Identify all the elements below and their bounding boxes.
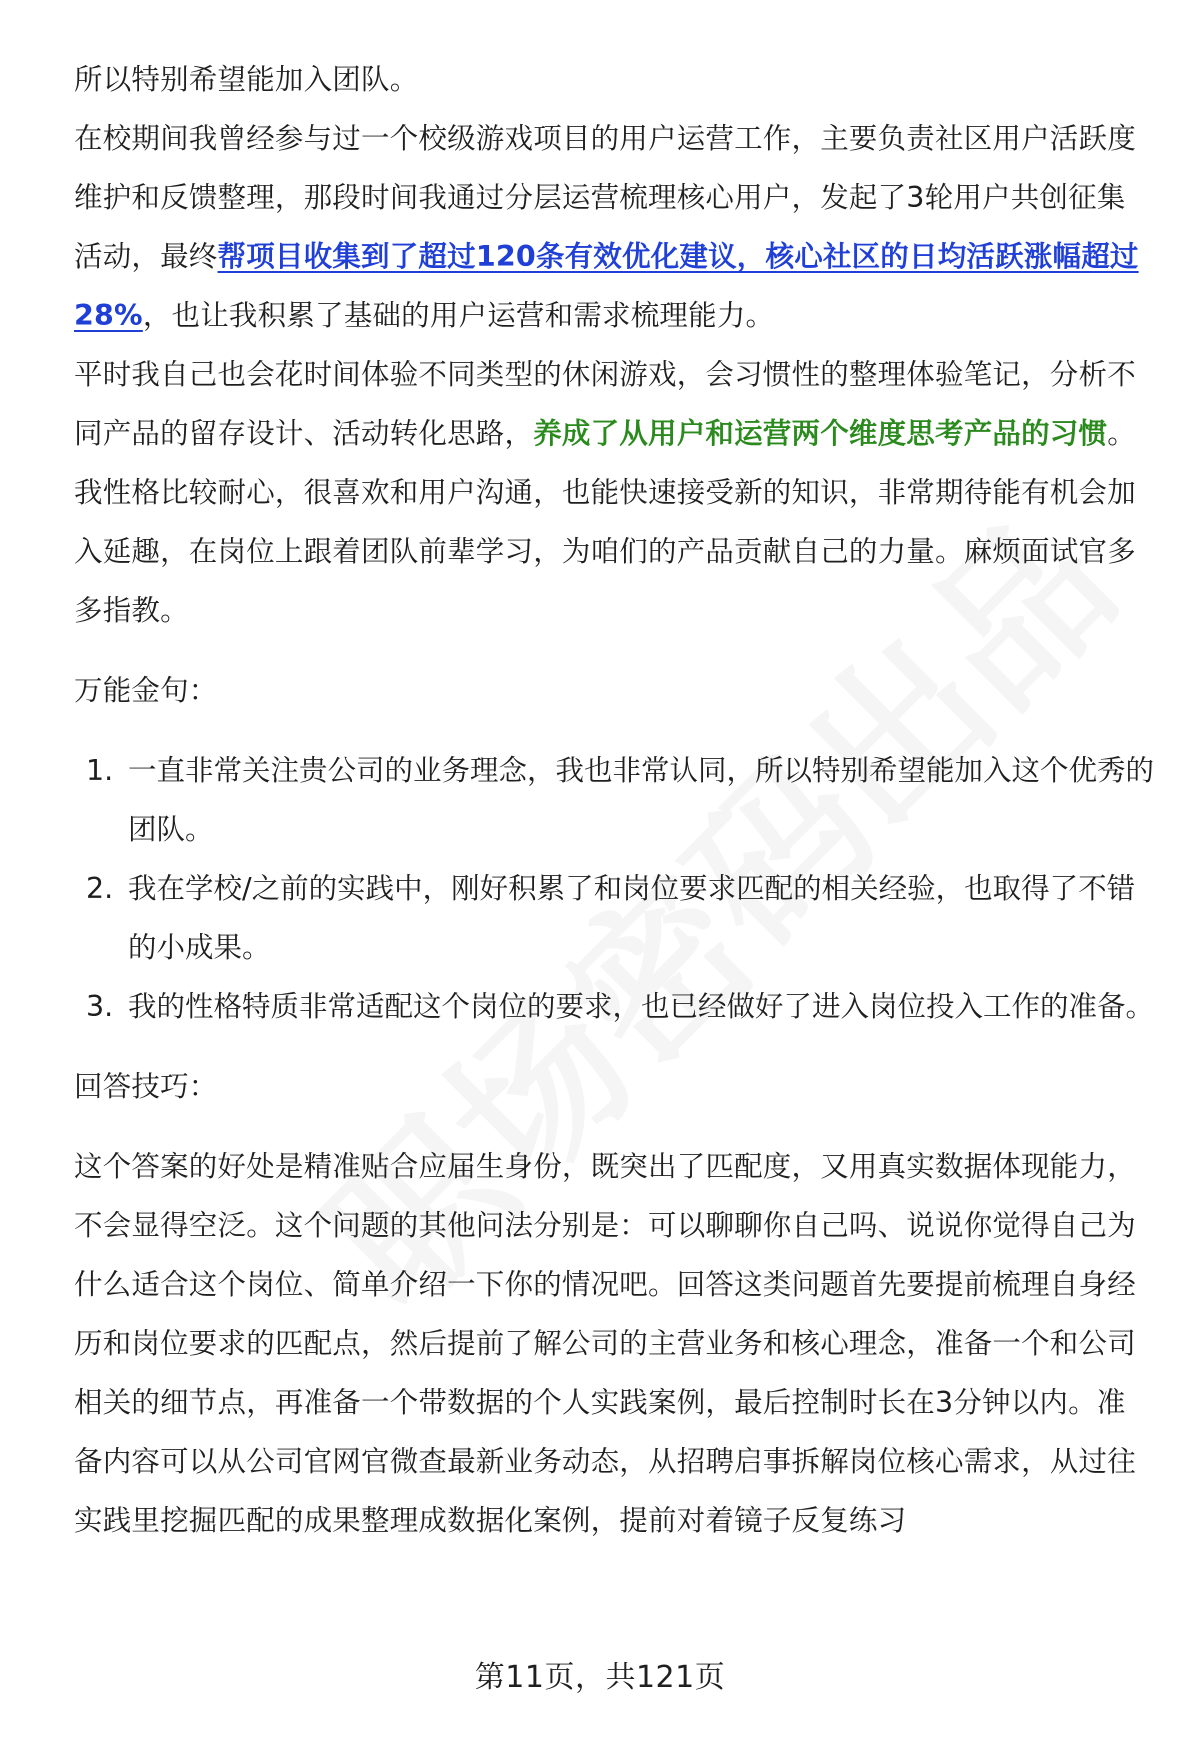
paragraph-campus-experience [74,109,1154,345]
paragraph-personal-habits [74,345,1154,640]
list-item [74,741,1154,859]
highlight-habit: 养成了从用户和运营两个维度思考产品的习惯 [533,417,1108,450]
list-item-number: 2. [86,872,114,905]
list-item-text: 我在学校/之前的实践中，刚好积累了和岗位要求匹配的相关经验，也取得了不错的小成果。 [128,872,1136,964]
list-item-number: 3. [86,990,114,1023]
golden-sentences-label: 万能金句： [74,674,218,707]
paragraph-text: ，也让我积累了基础的用户运营和需求梳理能力。 [142,299,775,332]
paragraph-text: 平时我自己也会花时间体验不同类型的休闲游戏，会习惯性的整理体验笔记，分析不同产品的留存设计、活动转化思路， [74,358,1136,450]
paragraph-intro-end: 所以特别希望能加入团队。 [74,63,419,96]
list-item-number: 1. [86,754,114,787]
list-item-text: 我的性格特质非常适配这个岗位的要求，也已经做好了进入岗位投入工作的准备。 [128,990,1155,1023]
paragraph-text: 在校期间我曾经参与过一个校级游戏项目的用户运营工作，主要负责社区用户活跃度维护和反馈整理，那段时间我通过分层运营梳理核心用户，发起了3轮用户共创征集活动，最终 [74,122,1136,273]
document-page [74,50,1154,1550]
paragraph-text: 。我性格比较耐心，很喜欢和用户沟通，也能快速接受新的知识，非常期待能有机会加入延趣，在岗位上跟着团队前辈学习，为咱们的产品贡献自己的力量。麻烦面试官多多指教。 [74,417,1136,627]
golden-sentences-list [74,741,1154,1036]
highlight-achievement: 帮项目收集到了超过120条有效优化建议，核心社区的日均活跃涨幅超过28% [74,240,1139,332]
answer-tips-paragraph: 这个答案的好处是精准贴合应届生身份，既突出了匹配度，又用真实数据体现能力，不会显得空泛。这个问题的其他问法分别是：可以聊聊你自己吗、说说你觉得自己为什么适合这个岗位、简单介绍一下你的情况吧。回答这类问题首先要提前梳理自身经历和岗位要求的匹配点，然后提前了解公司的主营业务和核心理念，准备一个和公司相关的细节点，再准备一个带数据的个人实践案例，最后控制时长在3分钟以内。准备内容可以从公司官网官微查最新业务动态，从招聘启事拆解岗位核心需求，从过往实践里挖掘匹配的成果整理成数据化案例，提前对着镜子反复练习 [74,1150,1136,1537]
list-item-text: 一直非常关注贵公司的业务理念，我也非常认同，所以特别希望能加入这个优秀的团队。 [128,754,1155,846]
list-item [74,859,1154,977]
list-item [74,977,1154,1036]
answer-tips-label: 回答技巧： [74,1070,218,1103]
page-number-footer: 第11页，共121页 [474,1660,726,1695]
